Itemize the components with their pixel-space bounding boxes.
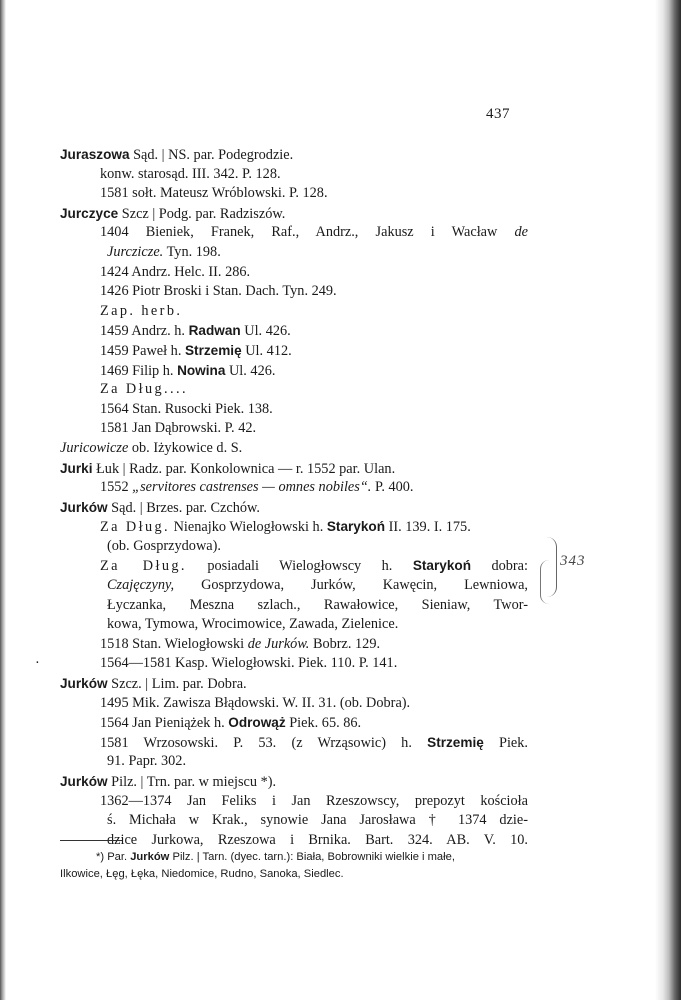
text-line [60, 165, 528, 185]
text-line [60, 361, 528, 381]
text-run: 1518 Stan. Wielogłowski [100, 635, 248, 652]
text-line [60, 596, 528, 616]
entry-term: Starykoń [412, 558, 471, 574]
text-line [60, 184, 528, 204]
text-run: Ul. 426. [240, 323, 291, 340]
text-line [60, 419, 528, 439]
entry-term: Jurków [60, 676, 108, 692]
footnote-text: Jurków [130, 851, 170, 863]
text-run: 1459 Paweł h. [100, 342, 185, 359]
text-line [60, 635, 528, 655]
text-run: de [514, 224, 528, 241]
text-line [60, 772, 528, 792]
text-run: 1404 Bieniek, Franek, Raf., Andrz., Jakusz i Wacław [100, 224, 515, 241]
text-line [60, 380, 528, 400]
text-run: Ul. 426. [225, 362, 276, 379]
text-run: Łyczanka, Meszna szlach., Rawałowice, Sieniaw, Twor- [107, 596, 528, 613]
text-line [60, 733, 528, 753]
text-line [60, 811, 528, 831]
text-line [60, 537, 528, 557]
text-line [60, 282, 528, 302]
text-run: Szcz | Podg. par. Radziszów. [118, 205, 286, 222]
page-number: 437 [486, 106, 510, 122]
text-line [60, 321, 528, 341]
text-run: P. 400. [371, 479, 414, 496]
text-run: Bobrz. 129. [309, 635, 381, 652]
text-run: 1362—1374 Jan Feliks i Jan Rzeszowscy, prepozyt kościoła [100, 792, 528, 809]
handwritten-margin-note: 343 [560, 553, 586, 569]
text-run: 1552 [100, 479, 133, 496]
text-run: Pilz. | Trn. par. w miejscu *). [107, 774, 277, 790]
entry-term: Jurków [60, 774, 108, 789]
text-run: 1459 Andrz. h. [100, 323, 189, 340]
entry-term: Jurków [60, 499, 108, 515]
text-run: Gosprzydowa, Jurków, Kawęcin, Lewniowa, [174, 577, 528, 594]
footnote [60, 849, 528, 883]
text-line [60, 792, 528, 812]
text-line [60, 459, 528, 479]
text-line [60, 674, 528, 694]
text-line [60, 145, 528, 165]
text-run: ś. Michała w Krak., synowie Jana Jarosława † 1374 dzie- [107, 812, 528, 829]
footnote-text: Pilz. | Tarn. (dyec. tarn.): Biała, Bobrowniki wielkie i małe, [169, 851, 455, 863]
gazetteer-entries [35, 145, 528, 850]
text-run: Za Dług.... [100, 381, 188, 398]
text-line [60, 831, 528, 851]
text-line [35, 654, 528, 674]
text-line [60, 223, 528, 243]
text-run: dzice Jurkowa, Rzeszowa i Brnika. Bart. 324. AB. V. 10. [107, 831, 528, 848]
entry-term: Radwan [188, 323, 241, 339]
page-edge-left [0, 0, 6, 1000]
text-run: Jurczicze. [107, 243, 164, 260]
text-line [60, 556, 528, 576]
text-line [60, 752, 528, 772]
footnote-line [60, 866, 528, 883]
text-run: ob. Iżykowice d. S. [128, 439, 243, 456]
text-line [60, 713, 528, 733]
text-line [60, 302, 528, 322]
text-run: 1426 Piotr Broski i Stan. Dach. Tyn. 249. [100, 283, 337, 300]
text-run: dobra: [471, 558, 528, 575]
text-run: Piek. [483, 734, 528, 751]
entry-term: Odrowąż [228, 715, 286, 731]
text-run: Sąd. | Brzes. par. Czchów. [107, 499, 261, 516]
text-run: (ob. Gosprzydowa). [107, 537, 221, 554]
text-run: Sąd. | NS. par. Podegrodzie. [129, 147, 294, 163]
text-run: 1424 Andrz. Helc. II. 286. [100, 263, 251, 280]
text-run: 1564—1581 Kasp. Wielogłowski. Piek. 110. P. 141. [100, 655, 398, 672]
text-line [60, 576, 528, 596]
footnote-text: *) Par. [96, 851, 131, 863]
text-run: 1581 sołt. Mateusz Wróblowski. P. 128. [100, 185, 328, 202]
footnote-text: Ilkowice, Łęg, Łęka, Niedomice, Rudno, Sanoka, Siedlec. [60, 868, 344, 880]
entry-term: Starykoń [326, 519, 386, 535]
text-run: posiadali Wielogłowscy h. [186, 558, 413, 575]
text-line [60, 400, 528, 420]
footnote-line [60, 849, 528, 866]
text-run: kowa, Tymowa, Wrocimowice, Zawada, Zielenice. [107, 616, 399, 633]
text-run: Nienajko Wielogłowski h. [170, 519, 327, 536]
entry-term: Jurki [60, 460, 93, 476]
text-line [60, 517, 528, 537]
text-run: Za Dług. [100, 558, 187, 575]
text-run: de Jurków. [247, 635, 310, 652]
text-run: Ul. 412. [241, 342, 292, 359]
text-run: 1495 Mik. Zawisza Błądowski. W. II. 31. (ob. Dobra). [100, 694, 411, 711]
text-run: 1581 Wrzosowski. P. 53. (z Wrząsowic) h. [100, 734, 428, 751]
text-run: 1469 Filip h. [100, 362, 178, 379]
text-line [60, 243, 528, 263]
text-run: 1581 Jan Dąbrowski. P. 42. [100, 420, 257, 437]
entry-term: Juraszowa [60, 147, 130, 162]
text-run: Juricowicze [60, 439, 129, 456]
text-run: Łuk | Radz. par. Konkolownica — r. 1552 par. Ulan. [92, 460, 396, 477]
text-line [60, 615, 528, 635]
text-line [60, 498, 528, 518]
margin-dot: · [35, 655, 40, 672]
footnote-rule [60, 840, 122, 841]
text-run: II. 139. I. 175. [385, 519, 471, 536]
text-run: Tyn. 198. [163, 243, 221, 260]
page-edge-right [655, 0, 681, 1000]
text-line [60, 694, 528, 714]
text-line [60, 341, 528, 361]
text-run: 91. Papr. 302. [107, 753, 187, 770]
text-run: Za Dług. [100, 519, 171, 536]
text-run: 1564 Jan Pieniążek h. [100, 715, 229, 732]
margin-brace [540, 560, 549, 604]
entry-term: Jurczyce [60, 205, 119, 221]
text-run: 1564 Stan. Rusocki Piek. 138. [100, 400, 273, 417]
text-run: konw. starosąd. III. 342. P. 128. [100, 165, 281, 182]
text-line [60, 439, 528, 459]
text-run: Szcz. | Lim. par. Dobra. [107, 676, 247, 693]
text-run: Piek. 65. 86. [285, 715, 362, 732]
entry-term: Nowina [177, 362, 226, 378]
text-run: Zap. herb. [100, 302, 183, 319]
entry-term: Strzemię [427, 734, 484, 750]
text-line [60, 478, 528, 498]
text-run: „servitores castrenses — omnes nobiles“. [132, 479, 372, 496]
text-run: Czajęczyny, [107, 577, 175, 594]
text-line [60, 263, 528, 283]
entry-term: Strzemię [184, 342, 242, 358]
text-line [60, 204, 528, 224]
